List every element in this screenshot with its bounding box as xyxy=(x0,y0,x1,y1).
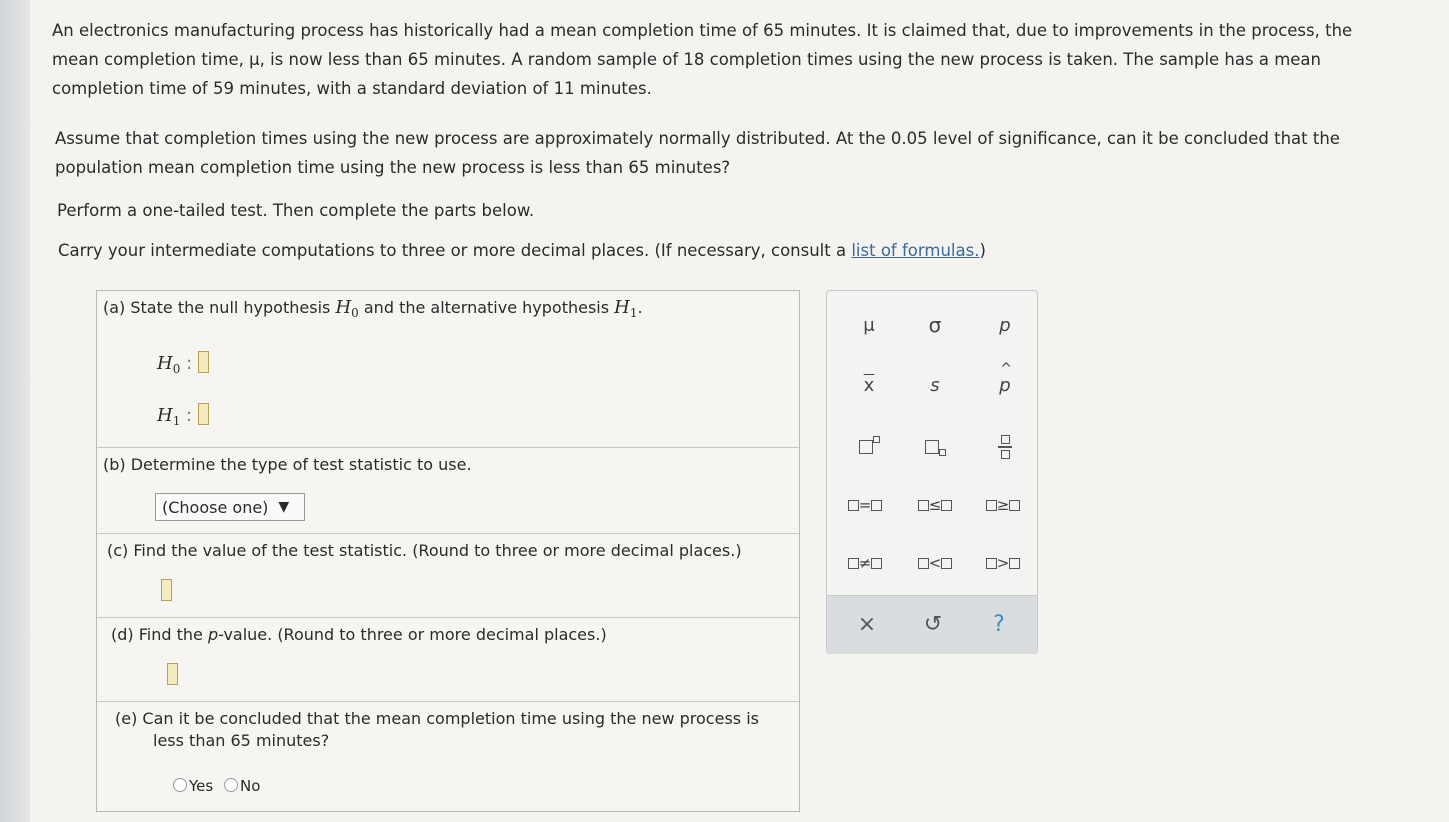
hat-mark: ^ xyxy=(1000,360,1013,377)
mu-button[interactable]: μ xyxy=(863,314,875,336)
x-bar-button[interactable]: $\overline{x}$ xyxy=(863,374,875,396)
part-a-end: . xyxy=(637,298,643,317)
box-icon xyxy=(941,500,952,511)
help-icon[interactable]: ? xyxy=(993,611,1005,637)
h1-colon: : xyxy=(186,405,193,426)
clear-icon[interactable]: × xyxy=(857,611,877,637)
part-a-text: (a) State the null hypothesis xyxy=(103,298,331,317)
part-e xyxy=(97,701,799,811)
superscript-button[interactable] xyxy=(839,427,899,467)
part-d-text-pre: (d) Find the xyxy=(111,625,208,644)
part-c xyxy=(97,533,799,618)
part-d-label xyxy=(111,625,607,644)
test-statistic-input[interactable] xyxy=(161,579,172,601)
part-b xyxy=(97,447,799,534)
part-a-mid: and the alternative hypothesis xyxy=(363,298,610,317)
h1-label: H xyxy=(157,405,173,426)
problem-line-5: population mean completion time using the new process is less than 65 minutes? xyxy=(55,158,731,177)
yes-no-options xyxy=(173,777,260,795)
part-d-p: p xyxy=(207,625,219,644)
equals-button[interactable] xyxy=(835,485,895,525)
less-equal-button[interactable] xyxy=(905,485,965,525)
le-symbol: ≤ xyxy=(928,496,942,514)
h1-label-sub: 1 xyxy=(172,414,181,428)
no-label[interactable]: No xyxy=(240,777,261,795)
denominator-box-icon xyxy=(1001,450,1010,459)
h0-colon: : xyxy=(186,353,193,374)
symbol-palette xyxy=(826,290,1038,654)
box-icon xyxy=(1009,500,1020,511)
p-hat-symbol xyxy=(999,360,1013,396)
gt-symbol: > xyxy=(996,554,1010,572)
box-icon xyxy=(871,500,882,511)
instruction-close-paren: ) xyxy=(979,241,986,260)
subscript-box-icon xyxy=(939,449,946,456)
box-icon xyxy=(848,558,859,569)
instruction-decimals xyxy=(58,236,986,265)
alt-hypothesis-row xyxy=(157,403,209,428)
h1-symbol: H xyxy=(614,297,630,318)
h0-label-sub: 0 xyxy=(172,362,181,376)
radio-yes[interactable] xyxy=(173,778,187,792)
p-hat-letter: p xyxy=(999,374,1011,396)
p-hat-button[interactable] xyxy=(975,360,1035,405)
h1-subscript: 1 xyxy=(629,306,638,320)
chevron-down-icon: ▼ xyxy=(278,499,290,515)
equals-symbol: = xyxy=(858,496,872,514)
p-value-input[interactable] xyxy=(167,663,178,685)
instruction-text: Carry your intermediate computations to three or more decimal places. (If necessary, consult a xyxy=(58,241,852,260)
part-c-label: (c) Find the value of the test statistic. (Round to three or more decimal places.) xyxy=(107,541,742,560)
problem-line-4: Assume that completion times using the new process are approximately normally distributed. At the 0.05 level of significance, can it be concluded that the xyxy=(55,129,1340,148)
palette-footer xyxy=(827,595,1037,654)
p-button[interactable]: p xyxy=(999,314,1011,336)
box-icon xyxy=(941,558,952,569)
problem-line-3: completion time of 59 minutes, with a standard deviation of 11 minutes. xyxy=(52,79,652,98)
numerator-box-icon xyxy=(1001,435,1010,444)
undo-icon[interactable]: ↺ xyxy=(923,611,943,637)
greater-than-button[interactable] xyxy=(973,543,1033,583)
exponent-box-icon xyxy=(873,436,880,443)
instruction-one-tailed: Perform a one-tailed test. Then complete the parts below. xyxy=(57,201,535,220)
sigma-button[interactable]: σ xyxy=(928,313,942,337)
greater-equal-button[interactable] xyxy=(973,485,1033,525)
null-hypothesis-row xyxy=(157,351,209,376)
box-icon xyxy=(986,558,997,569)
alt-hypothesis-input[interactable] xyxy=(198,403,209,425)
null-hypothesis-input[interactable] xyxy=(198,351,209,373)
part-a-label xyxy=(103,297,643,320)
h0-symbol: H xyxy=(335,297,352,318)
ne-symbol: ≠ xyxy=(858,554,872,572)
part-d xyxy=(97,617,799,702)
ge-symbol: ≥ xyxy=(996,496,1010,514)
box-icon xyxy=(986,500,997,511)
part-b-label: (b) Determine the type of test statistic to use. xyxy=(103,455,472,474)
box-icon xyxy=(1009,558,1020,569)
box-icon xyxy=(918,558,929,569)
radio-no[interactable] xyxy=(224,778,238,792)
problem-line-2: mean completion time, μ, is now less than 65 minutes. A random sample of 18 completion times using the new process is taken. The sample has a mean xyxy=(52,50,1321,69)
h0-subscript: 0 xyxy=(351,306,359,320)
part-a xyxy=(97,291,799,448)
subscript-button[interactable] xyxy=(905,427,965,467)
lt-symbol: < xyxy=(928,554,942,572)
box-icon xyxy=(848,500,859,511)
select-value: (Choose one) xyxy=(162,497,269,517)
question-box xyxy=(96,290,800,812)
fraction-button[interactable] xyxy=(975,427,1035,467)
left-edge xyxy=(0,0,30,822)
box-icon xyxy=(918,500,929,511)
part-e-label-1: (e) Can it be concluded that the mean completion time using the new process is xyxy=(115,709,759,728)
formulas-link[interactable]: list of formulas. xyxy=(851,241,980,260)
test-statistic-select[interactable] xyxy=(155,493,305,521)
part-e-label-2: less than 65 minutes? xyxy=(153,731,330,750)
yes-label[interactable]: Yes xyxy=(189,777,214,795)
base-box-icon xyxy=(859,440,873,454)
s-button[interactable]: s xyxy=(930,374,940,396)
box-icon xyxy=(871,558,882,569)
part-d-text-post: -value. (Round to three or more decimal places.) xyxy=(218,625,607,644)
problem-line-1: An electronics manufacturing process has historically had a mean completion time of 65 minutes. It is claimed that, due to improvements in the process, the xyxy=(52,21,1353,40)
fraction-bar-icon xyxy=(998,446,1012,448)
h0-label: H xyxy=(157,353,173,374)
base-box-icon-2 xyxy=(925,440,939,454)
not-equal-button[interactable] xyxy=(835,543,895,583)
less-than-button[interactable] xyxy=(905,543,965,583)
